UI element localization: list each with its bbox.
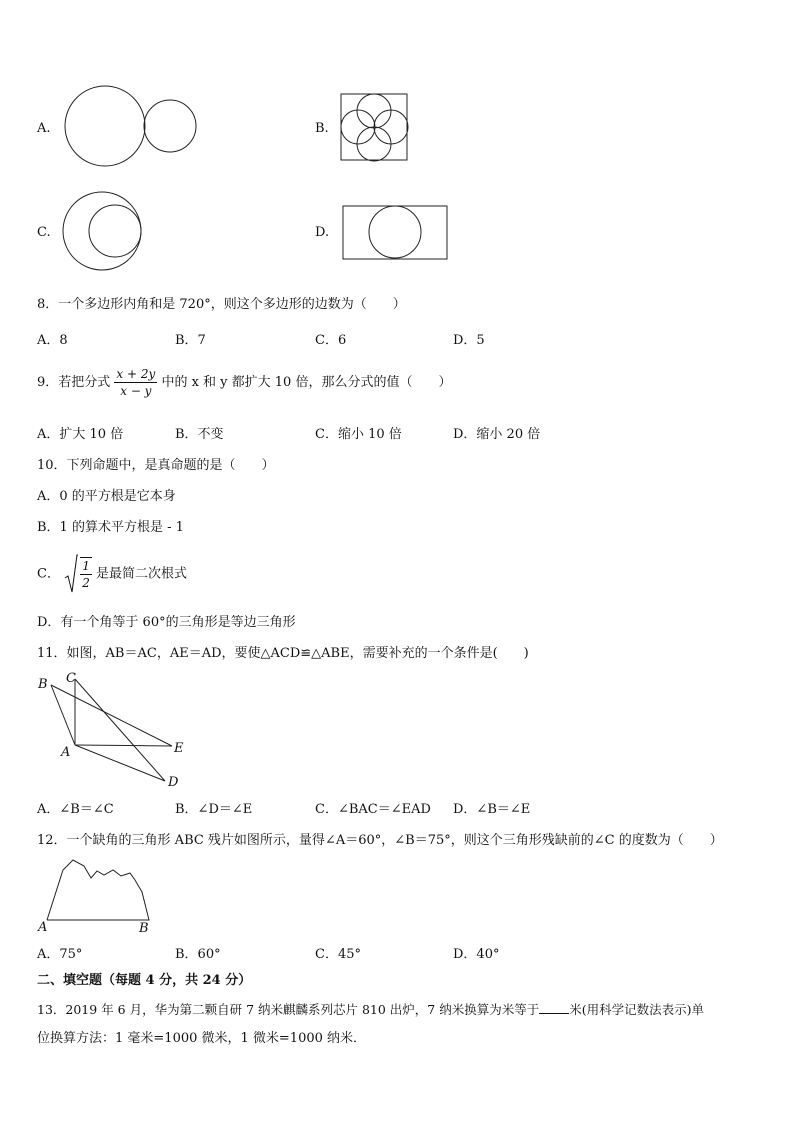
q8-option-a: A．8 — [37, 333, 68, 348]
section-title: 二、填空题（每题 4 分，共 24 分） — [37, 973, 252, 988]
q9-stem-post: 中的 x 和 y 都扩大 10 倍，那么分式的值（ ） — [161, 375, 452, 390]
q10-option-a: A．0 的平方根是它本身 — [37, 489, 176, 504]
q9-option-b: B．不变 — [175, 427, 224, 442]
q12-option-b: B．60° — [175, 947, 221, 962]
q9-option-a: A．扩大 10 倍 — [37, 427, 124, 442]
point-label-e: E — [174, 741, 184, 756]
q13-line1-post: 米(用科学记数法表示)单 — [569, 1002, 704, 1017]
q13-line1-pre: 13．2019 年 6 月，华为第二颗自研 7 纳米麒麟系列芯片 810 出炉，7 纳米换算为米等于 — [37, 1002, 540, 1017]
point-label-a: A — [38, 920, 48, 935]
q9-frac-denominator: x − y — [120, 384, 152, 398]
q10-sqrt-frac-denominator: 2 — [82, 576, 90, 590]
point-label-b: B — [139, 921, 149, 936]
q10-sqrt-frac-numerator: 1 — [82, 559, 90, 573]
point-label-c: C — [66, 671, 76, 686]
q10-stem: 10．下列命题中，是真命题的是（ ） — [37, 458, 275, 473]
option-label: A. — [37, 121, 51, 136]
q12-option-c: C．45° — [315, 947, 361, 962]
q8-option-c: C．6 — [315, 333, 347, 348]
point-label-d: D — [168, 775, 179, 790]
q9-option-d: D．缩小 20 倍 — [453, 427, 541, 442]
point-label-a: A — [61, 745, 71, 760]
point-label-b: B — [38, 677, 48, 692]
q9-option-c: C．缩小 10 倍 — [315, 427, 402, 442]
q10-option-c-suffix: 是最简二次根式 — [96, 566, 188, 582]
q11-stem: 11．如图，AB＝AC，AE＝AD，要使△ACD≌△ABE，需要补充的一个条件是( ) — [37, 646, 529, 661]
q8-option-b: B．7 — [175, 333, 206, 348]
q13-line1 — [37, 1001, 704, 1018]
q11-option-c: C．∠BAC＝∠EAD — [315, 802, 431, 817]
q12-option-d: D．40° — [453, 947, 500, 962]
q8-option-d: D．5 — [453, 333, 485, 348]
q9-frac-numerator: x + 2y — [116, 367, 156, 381]
option-label: C. — [37, 225, 51, 240]
q10-option-c-prefix: C． — [37, 566, 60, 582]
q11-option-d: D．∠B＝∠E — [453, 802, 531, 817]
q9-stem-pre: 9．若把分式 — [37, 375, 111, 390]
option-label: D. — [315, 225, 330, 240]
q12-option-a: A．75° — [37, 947, 83, 962]
answer-blank[interactable] — [539, 1001, 569, 1014]
q13-line2: 位换算方法：1 毫米=1000 微米，1 微米=1000 纳米． — [37, 1031, 367, 1046]
q11-option-b: B．∠D＝∠E — [175, 802, 253, 817]
q8-stem: 8．一个多边形内角和是 720°，则这个多边形的边数为（ ） — [37, 297, 406, 312]
q10-option-d: D．有一个角等于 60°的三角形是等边三角形 — [37, 615, 296, 630]
q12-stem: 12．一个缺角的三角形 ABC 残片如图所示，量得∠A＝60°，∠B＝75°，则这个三角形残缺前的∠C 的度数为（ ） — [37, 833, 723, 848]
q10-option-b: B．1 的算术平方根是 - 1 — [37, 520, 184, 535]
q11-option-a: A．∠B＝∠C — [37, 802, 114, 817]
option-label: B. — [315, 121, 329, 136]
